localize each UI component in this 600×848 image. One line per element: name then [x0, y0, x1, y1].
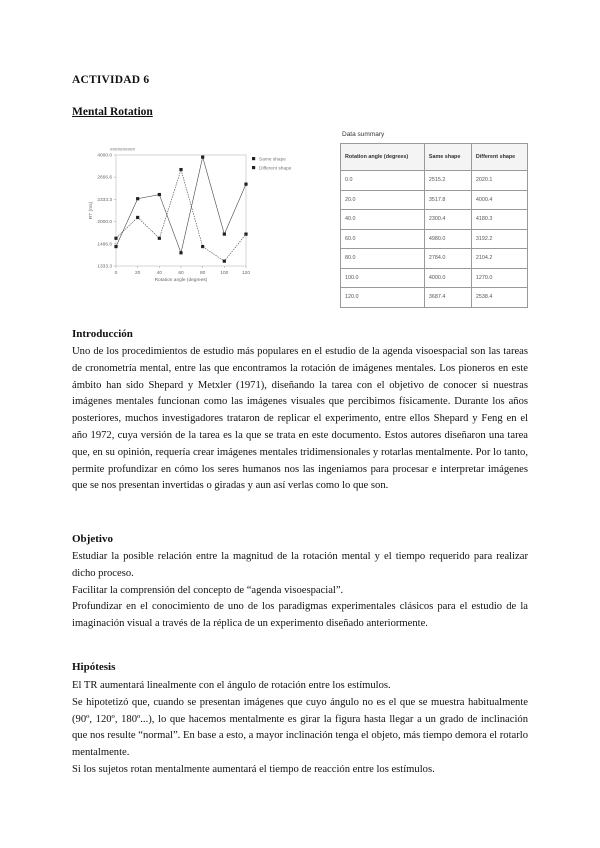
table-cell: 4000.4 — [471, 190, 527, 210]
chart-corner-label: ########## — [110, 147, 136, 152]
y-tick-label: 1333.3 — [97, 264, 112, 270]
x-tick-label: 80 — [199, 271, 206, 276]
x-tick-label: 0 — [114, 271, 118, 276]
legend-marker — [252, 157, 255, 160]
intro-heading: Introducción — [72, 328, 133, 340]
y-tick-label: 2000.0 — [97, 220, 112, 226]
hypothesis-heading: Hipótesis — [72, 661, 116, 673]
table-row — [341, 171, 528, 191]
table-cell: 2538.4 — [471, 288, 527, 308]
objective-line: Facilitar la comprensión del concepto de “agenda visoespacial”. — [72, 584, 344, 596]
table-row — [341, 249, 528, 269]
data-point-series-1 — [136, 197, 139, 200]
table-cell: 0.0 — [341, 171, 425, 191]
table-cell: 80.0 — [341, 249, 425, 269]
data-point-series-2 — [201, 245, 204, 248]
y-tick-label: 2333.3 — [97, 197, 112, 203]
section-title-mental-rotation: Mental Rotation — [72, 106, 153, 118]
table-cell: 2515.2 — [424, 171, 471, 191]
table-caption: Data summary — [342, 131, 385, 138]
data-point-series-1 — [223, 232, 226, 235]
data-point-series-1 — [179, 251, 182, 254]
data-point-series-2 — [136, 216, 139, 219]
data-point-series-1 — [158, 193, 161, 196]
data-point-series-1 — [244, 183, 247, 186]
y-tick-label: 4000.0 — [97, 153, 112, 159]
table-cell: 4980.0 — [424, 229, 471, 249]
hypothesis-block — [72, 678, 528, 779]
objective-line: Estudiar la posible relación entre la magnitud de la rotación mental y el tiempo requerido para realizar dicho proceso. — [72, 551, 528, 579]
data-point-series-2 — [179, 168, 182, 171]
data-point-series-2 — [223, 260, 226, 263]
data-point-series-2 — [158, 237, 161, 240]
chart-svg — [80, 143, 340, 295]
y-tick-label: 1486.6 — [97, 242, 112, 248]
table-cell: 4180.3 — [471, 210, 527, 230]
legend-label: Same shape — [259, 157, 286, 163]
legend-marker — [252, 166, 255, 169]
x-tick-label: 40 — [156, 271, 163, 276]
table-cell: 40.0 — [341, 210, 425, 230]
x-tick-label: 100 — [220, 271, 229, 276]
table-cell: 60.0 — [341, 229, 425, 249]
data-point-series-1 — [114, 245, 117, 248]
table-cell: 2784.0 — [424, 249, 471, 269]
table-cell: 3517.8 — [424, 190, 471, 210]
table-cell: 2104.2 — [471, 249, 527, 269]
table-row — [341, 190, 528, 210]
plot-area — [116, 155, 246, 266]
data-summary-table — [340, 143, 528, 308]
table-cell: 100.0 — [341, 268, 425, 288]
hypothesis-line: Si los sujetos rotan mentalmente aumentará el tiempo de reacción entre los estímulos. — [72, 763, 435, 775]
legend-label: Different shape — [259, 166, 292, 172]
data-point-series-1 — [201, 155, 204, 158]
table-cell: 3687.4 — [424, 288, 471, 308]
x-tick-label: 60 — [178, 271, 184, 276]
objective-block — [72, 549, 528, 633]
table-cell: 2300.4 — [424, 210, 471, 230]
intro-body: Uno de los procedimientos de estudio más populares en el estudio de la agenda visoespacial son las tareas de cronometría mental, entre las que encontramos la rotación de imágenes mentales. Los pioneros en este ámbito han sido Shepard y Metxler (1971), diseñando la tarea con el objetivo de conocer si nuestras imágenes mentales funcionan como las imágenes visuales que percibimos físicamente. Durante los años posteriores, muchos investigadores trataron de replicar el experimento, entre ellos Shepard y Feng en el año 1972, cuya versión de la tarea es la que se trata en este documento. Estos autores diseñaron una tarea que, en su opinión, requería crear imágenes mentales tridimensionales y rotarlas mentalmente. Por lo tanto, permite profundizar en cómo los seres humanos nos las ingeniamos para procesar e interpretar imágenes que se nos presentan invertidas o giradas y aun así verlas como lo que son. — [72, 346, 528, 492]
table-header-angle: Rotation angle (degrees) — [341, 144, 425, 171]
table-cell: 120.0 — [341, 288, 425, 308]
x-axis-label: Rotation angle (degrees) — [154, 278, 208, 283]
table-row — [341, 210, 528, 230]
data-point-series-2 — [244, 232, 247, 235]
table-header-same: Same shape — [424, 144, 471, 171]
y-tick-label: 2666.6 — [97, 175, 112, 181]
table-cell: 20.0 — [341, 190, 425, 210]
hypothesis-line: Se hipotetizó que, cuando se presentan imágenes que cuyo ángulo no es el que se muestra habitualmente (90º, 120º, 180º...), lo que hacemos mentalmente es girar la figura hasta llegar a un grado de inclinación que nos resulte “normal”. En base a esto, a mayor inclinación tenga el objeto, más tiempo demora el rotarlo mentalmente. — [72, 696, 528, 759]
table-row — [341, 288, 528, 308]
objective-line: Profundizar en el conocimiento de uno de los paradigmas experimentales clásicos para el estudio de la imaginación visual a través de la réplica de un experimento diseñado anteriormente. — [72, 601, 528, 630]
table-cell: 2020.1 — [471, 171, 527, 191]
x-tick-label: 20 — [134, 271, 141, 276]
intro-paragraph — [72, 344, 528, 495]
objective-heading: Objetivo — [72, 533, 113, 545]
table-row — [341, 229, 528, 249]
table-row — [341, 268, 528, 288]
activity-title: ACTIVIDAD 6 — [72, 74, 150, 86]
table-cell: 4000.0 — [424, 268, 471, 288]
table-cell: 1270.0 — [471, 268, 527, 288]
x-tick-label: 120 — [241, 271, 251, 276]
data-point-series-2 — [114, 237, 117, 240]
table-cell: 3192.2 — [471, 229, 527, 249]
y-axis-label: RT (ms) — [89, 201, 94, 220]
hypothesis-line: El TR aumentará linealmente con el ángulo de rotación entre los estímulos. — [72, 680, 391, 691]
table-header-different: Different shape — [471, 144, 527, 171]
rt-line-chart — [80, 143, 340, 295]
table-header-row — [341, 144, 528, 171]
